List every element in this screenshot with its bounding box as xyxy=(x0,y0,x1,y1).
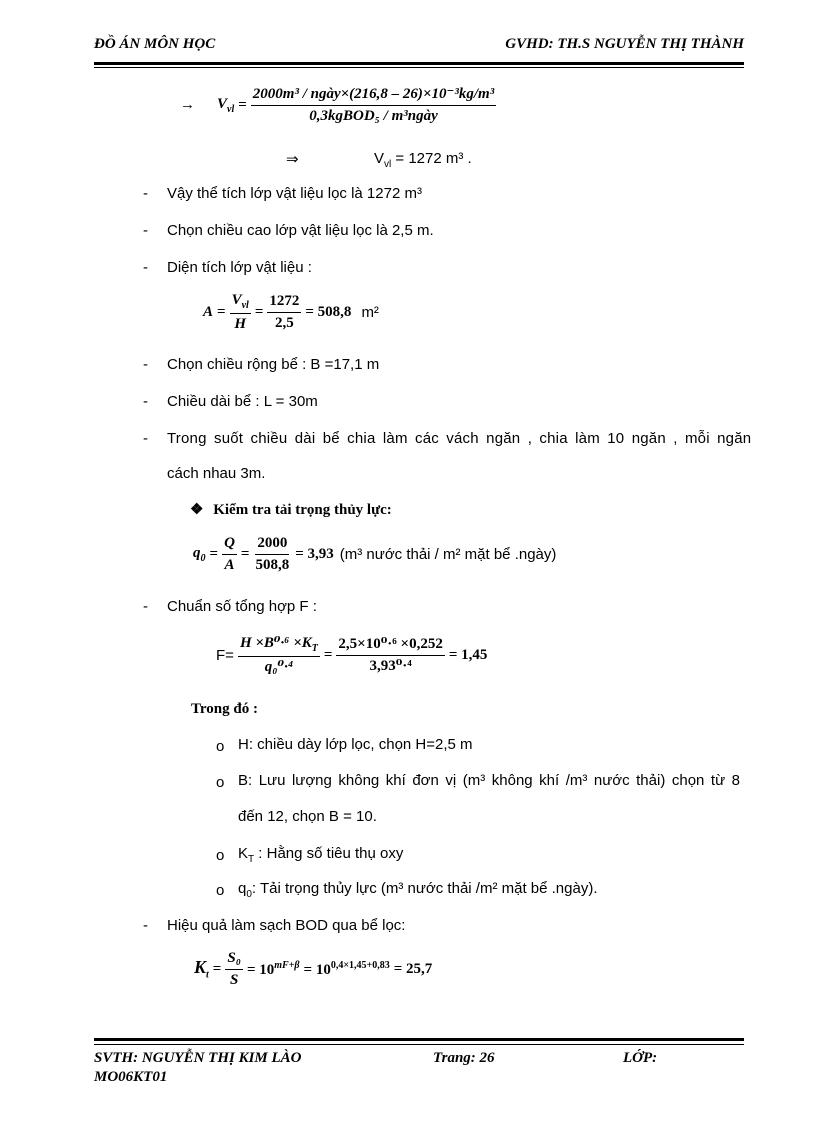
bullet-dash: - xyxy=(143,259,148,276)
volume-formula: → $V_{vl}$ = $\frac{\text{2000m³ / ngày×(216,8 – 26)×10⁻³kg/m³}}{\text{0,3kgBOD₅ / m³ngày}}$ xyxy=(180,86,495,124)
circle-bullet: o xyxy=(216,882,225,899)
header-rule xyxy=(94,62,744,65)
bullet-dash: - xyxy=(143,222,148,239)
efficiency-formula: $K_t$ = $\frac{\text{S₀}}{S}$ = $10^{mF+\beta}$ = $10^{0,4\times 1,45+0,83}$ = 25,7 xyxy=(194,950,433,988)
bullet-dash: - xyxy=(143,356,148,373)
text-line: Hiệu quả làm sạch BOD qua bể lọc: xyxy=(167,917,406,934)
text-line: cách nhau 3m. xyxy=(167,465,266,482)
bullet-dash: - xyxy=(143,598,148,615)
area-formula: A = $\frac{V_{vl}}{H}$ = $\frac{1272}{2,5}$ = 508,8 m² xyxy=(203,292,379,332)
footer-class-label: LỚP: xyxy=(623,1050,658,1066)
footer-rule xyxy=(94,1038,744,1041)
header-left: ĐỒ ÁN MÔN HỌC xyxy=(94,36,216,52)
formula-lhs: $V_{vl}$ xyxy=(217,95,235,115)
text-line: Chuẩn số tổng hợp F : xyxy=(167,598,317,615)
circle-bullet: o xyxy=(216,774,225,791)
circle-bullet: o xyxy=(216,847,225,864)
header-rule-thin xyxy=(94,67,744,68)
text-line: Trong suốt chiều dài bể chia làm các vách ngăn , chia làm 10 ngăn , mỗi ngăn xyxy=(167,430,752,447)
header-right: GVHD: TH.S NGUYỄN THỊ THÀNH xyxy=(505,36,744,52)
load-formula: $q_0$ = $\frac{Q}{A}$ = $\frac{2000}{508,8}$ = 3,93 (m³ nước thải / m² mặt bể .ngày) xyxy=(193,535,557,573)
footer-page: Trang: 26 xyxy=(433,1050,495,1066)
footer-author: SVTH: NGUYỄN THỊ KIM LÀO xyxy=(94,1050,302,1066)
text-line: Diện tích lớp vật liệu : xyxy=(167,259,312,276)
result-arrow-icon: ⇒ xyxy=(286,151,299,168)
bullet-dash: - xyxy=(143,393,148,410)
bullet-dash: - xyxy=(143,185,148,202)
text-line: Vậy thể tích lớp vật liệu lọc là 1272 m³ xyxy=(167,185,422,202)
circle-bullet: o xyxy=(216,738,225,755)
list-item: $K_T$ : Hằng số tiêu thụ oxy xyxy=(238,845,404,865)
text-line: Chọn chiều rộng bể : B =17,1 m xyxy=(167,356,380,373)
list-item: B: Lưu lượng không khí đơn vị (m³ không khí /m³ nước thải) chọn từ 8 xyxy=(238,772,740,789)
list-item: H: chiều dày lớp lọc, chọn H=2,5 m xyxy=(238,736,473,753)
criterion-formula: F= $\frac{H \times B^0\cdot^6 \times K_T}{\text{q₀⁰·⁴}}$ = $\frac{\text{2,5×10⁰·⁶ ×0,252}}{\text{3,93⁰·⁴}}$ = 1,45 xyxy=(216,635,488,675)
section-heading: ❖ Kiểm tra tải trọng thủy lực: xyxy=(190,502,392,518)
list-item: đến 12, chọn B = 10. xyxy=(238,808,377,825)
bullet-dash: - xyxy=(143,917,148,934)
text-line: Chiều dài bể : L = 30m xyxy=(167,393,318,410)
text-line: Chọn chiều cao lớp vật liệu lọc là 2,5 m. xyxy=(167,222,434,239)
bullet-dash: - xyxy=(143,430,148,447)
list-item: $q_0$: Tải trọng thủy lực (m³ nước thải /m² mặt bể .ngày). xyxy=(238,880,598,900)
footer-rule-thin xyxy=(94,1044,744,1045)
where-heading: Trong đó : xyxy=(191,701,258,717)
footer-class-code: MO06KT01 xyxy=(94,1069,168,1085)
formula-fraction: $\frac{\text{2000m³ / ngày×(216,8 – 26)×10⁻³kg/m³}}{\text{0,3kgBOD₅ / m³ngày}}$ xyxy=(252,86,495,124)
arrow-icon: → xyxy=(180,96,195,113)
diamond-bullet-icon: ❖ xyxy=(190,502,204,518)
volume-result: $V_{vl} = 1272$ m³ . xyxy=(374,150,472,170)
